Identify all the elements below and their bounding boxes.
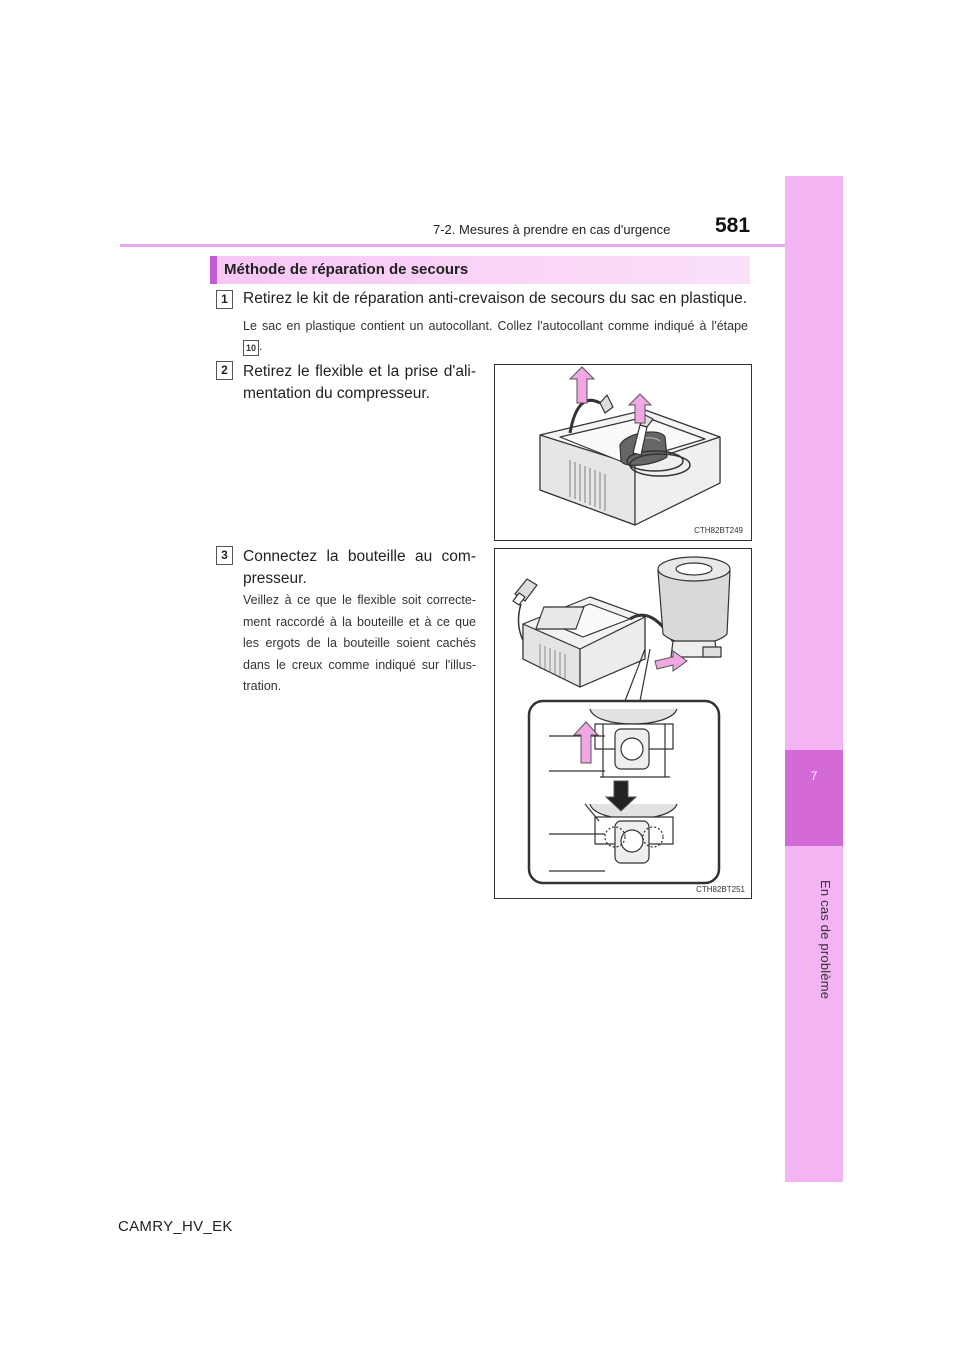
step-1-note (243, 316, 748, 356)
step-number-2: 2 (216, 361, 233, 380)
step-3-text: Connectez la bouteille au com-presseur. (243, 548, 476, 587)
step-1-note-text: Le sac en plastique contient un autocollant. Collez l'autocollant comme indiqué à l'étape (243, 319, 748, 333)
chapter-side-tab-active (785, 750, 843, 846)
figure-code-1: CTH82BT249 (694, 526, 743, 535)
page-number: 581 (715, 214, 751, 237)
chapter-number: 7 (810, 769, 818, 783)
step-1-note-end: . (259, 339, 263, 353)
section-title: Méthode de réparation de secours (224, 261, 469, 278)
bottle-connection-illustration (495, 549, 751, 898)
step-3-note: Veillez à ce que le flexible soit correcte-ment raccordé à la bouteille et à ce que les ergots de la bouteille soient cachés dans le creux comme indiqué sur l'illus-tration. (243, 593, 476, 693)
step-2-text: Retirez le flexible et la prise d'ali-mentation du compresseur. (243, 363, 476, 402)
section-title-accent (210, 256, 217, 284)
figure-compressor-removal (494, 364, 752, 541)
figure-code-2: CTH82BT251 (696, 885, 745, 894)
step-number-3: 3 (216, 546, 233, 565)
header-rule (120, 244, 785, 247)
step-number-1: 1 (216, 290, 233, 309)
chapter-title: En cas de problème (818, 880, 833, 1000)
compressor-illustration (495, 365, 751, 540)
figure-bottle-connection (494, 548, 752, 899)
running-header: 7-2. Mesures à prendre en cas d'urgence (433, 222, 671, 237)
footer-model-code: CAMRY_HV_EK (118, 1218, 233, 1235)
step-reference-10: 10 (243, 340, 259, 356)
step-1-text: Retirez le kit de réparation anti-crevaison de secours du sac en plastique. (243, 290, 748, 307)
